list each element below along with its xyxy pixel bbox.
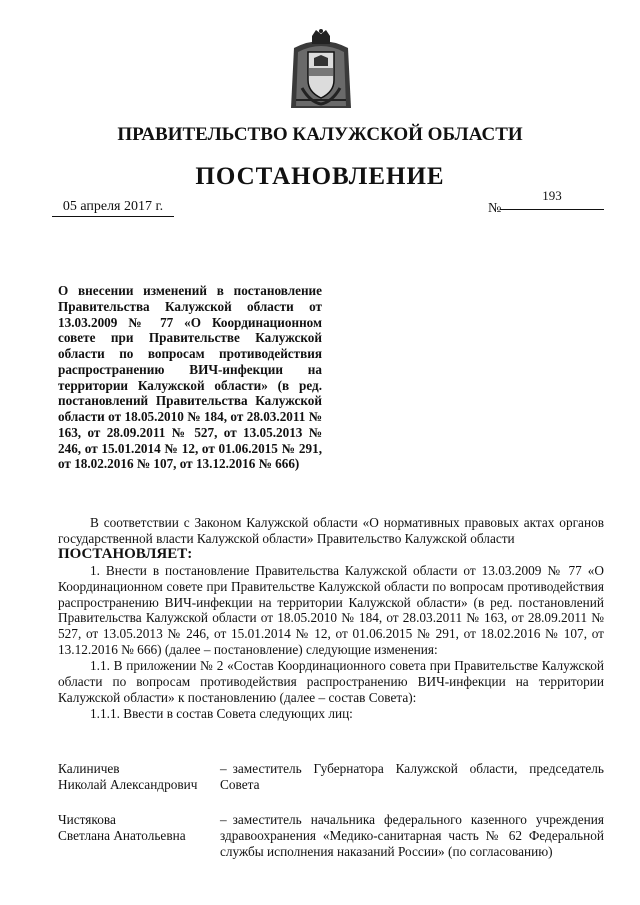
document-number-label: № xyxy=(488,201,502,216)
council-members-list xyxy=(58,761,604,879)
document-date: 05 апреля 2017 г. xyxy=(52,199,174,217)
member-position-text: заместитель Губернатора Калужской области, председатель Совета xyxy=(220,761,604,792)
member-given-names: Светлана Анатольевна xyxy=(58,828,186,843)
item-1-paragraph: 1. Внести в постановление Правительства Калужской области от 13.03.2009 № 77 «О Координационном совете при Правительстве Калужской области по вопросам противодействия распространению ВИЧ-инфекции на территории Калужской области» (в ред. постановлений Правительства Калужской области от 18.05.2010 № 184, от 28.03.2011 № 163, от 28.09.2011 № 527, от 13.05.2013 № 246, от 15.01.2014 № 12, от 01.06.2015 № 291, от 18.02.2016 № 107, от 13.12.2016 № 666) (далее – постановление) следующие изменения: xyxy=(58,562,604,658)
member-position xyxy=(220,761,604,793)
member-surname: Калиничев xyxy=(58,761,120,776)
member-name xyxy=(58,761,220,793)
member-position-text: заместитель начальника федерального казенного учреждения здравоохранения «Медико-санитарная часть № 62 Федеральной службы исполнения наказаний России» (по согласованию) xyxy=(220,812,604,859)
resolves-heading: ПОСТАНОВЛЯЕТ: xyxy=(58,545,193,562)
organization-title: ПРАВИТЕЛЬСТВО КАЛУЖСКОЙ ОБЛАСТИ xyxy=(117,124,523,145)
document-body xyxy=(58,515,604,722)
coat-of-arms-icon xyxy=(288,28,354,112)
member-given-names: Николай Александрович xyxy=(58,777,198,792)
document-type-title: ПОСТАНОВЛЕНИЕ xyxy=(195,163,445,190)
member-row xyxy=(58,761,604,793)
item-1-1-paragraph: 1.1. В приложении № 2 «Состав Координационного совета при Правительстве Калужской области по вопросам противодействия распространению ВИЧ-инфекции на территории Калужской области» к постановлению (далее – состав Совета): xyxy=(58,658,604,705)
document-subject: О внесении изменений в постановление Правительства Калужской области от 13.03.2009 № 77 «О Координационном совете при Правительстве Калужской области по вопросам противодействия распространению ВИЧ-инфекции на территории Калужской области» (в ред. постановлений Правительства Калужской области от 18.05.2010 № 184, от 28.03.2011 № 163, от 28.09.2011 № 527, от 13.05.2013 № 246, от 15.01.2014 № 12, от 01.06.2015 № 291, от 18.02.2016 № 107, от 13.12.2016 № 666) xyxy=(58,283,322,472)
member-row xyxy=(58,812,604,860)
member-name xyxy=(58,812,220,860)
member-dash: – xyxy=(220,761,227,776)
preamble-paragraph: В соответствии с Законом Калужской области «О нормативных правовых актах органов государственной власти Калужской области» Правительство Калужской области xyxy=(58,515,604,546)
member-surname: Чистякова xyxy=(58,812,116,827)
member-dash: – xyxy=(220,812,227,827)
document-number-value: 193 xyxy=(500,188,604,210)
item-1-1-1-paragraph: 1.1.1. Ввести в состав Совета следующих лиц: xyxy=(90,705,353,721)
member-position xyxy=(220,812,604,860)
